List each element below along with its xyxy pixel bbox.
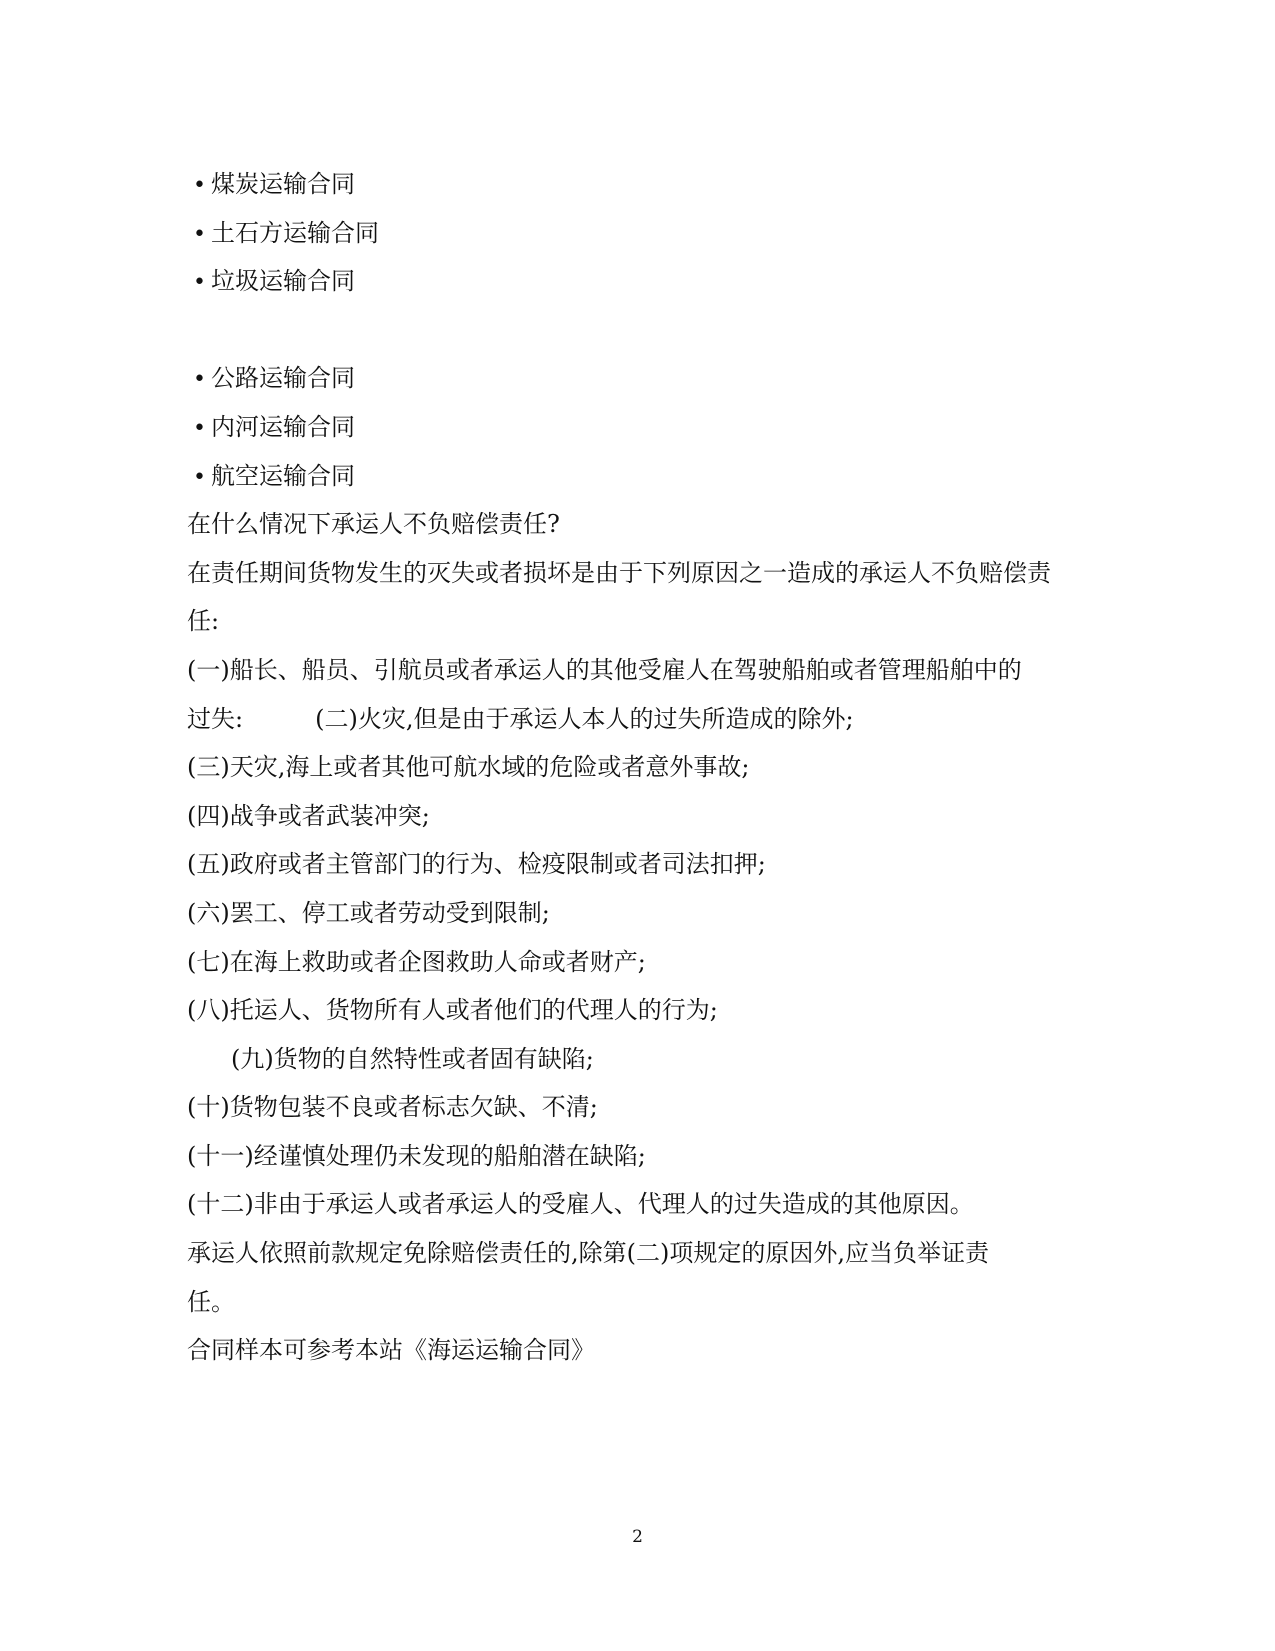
exemption-item-5: (五)政府或者主管部门的行为、检疫限制或者司法扣押;	[187, 850, 766, 879]
reference-note: 合同样本可参考本站《海运运输合同》	[187, 1336, 595, 1365]
exemption-item-7: (七)在海上救助或者企图救助人命或者财产;	[187, 947, 646, 976]
list-item: • 土石方运输合同	[187, 209, 1087, 258]
exemption-item-8: (八)托运人、货物所有人或者他们的代理人的行为;	[187, 996, 718, 1025]
exemption-item-6: (六)罢工、停工或者劳动受到限制;	[187, 898, 550, 927]
spacer	[187, 306, 1087, 355]
list-item: • 煤炭运输合同	[187, 160, 1087, 209]
bullet-icon: •	[193, 221, 206, 247]
burden-of-proof-line: 任。	[187, 1287, 235, 1316]
exemption-item-1: (一)船长、船员、引航员或者承运人的其他受雇人在驾驶船舶或者管理船舶中的	[187, 655, 1022, 684]
bullet-icon: •	[193, 415, 206, 441]
page-number: 2	[632, 1527, 643, 1547]
burden-of-proof-line: 承运人依照前款规定免除赔偿责任的,除第(二)项规定的原因外,应当负举证责	[187, 1239, 989, 1268]
bullet-icon: •	[193, 367, 206, 393]
exemption-item-11: (十一)经谨慎处理仍未发现的船舶潜在缺陷;	[187, 1141, 646, 1170]
list-item: • 内河运输合同	[187, 403, 1087, 452]
exemption-item-9: (九)货物的自然特性或者固有缺陷;	[231, 1044, 594, 1073]
question-heading: 在什么情况下承运人不负赔偿责任?	[187, 510, 560, 539]
bullet-icon: •	[193, 464, 206, 490]
exemption-item-4: (四)战争或者武装冲突;	[187, 801, 430, 830]
bullet-icon: •	[193, 270, 206, 296]
list-item: • 航空运输合同	[187, 452, 1087, 501]
document-body	[187, 160, 1087, 1375]
exemption-item-10: (十)货物包装不良或者标志欠缺、不清;	[187, 1093, 598, 1122]
exemption-item-1-continued: 过失: (二)火灾,但是由于承运人本人的过失所造成的除外;	[187, 704, 854, 733]
exemption-item-12: (十二)非由于承运人或者承运人的受雇人、代理人的过失造成的其他原因。	[187, 1190, 974, 1219]
exemption-item-3: (三)天灾,海上或者其他可航水域的危险或者意外事故;	[187, 753, 750, 782]
bullet-icon: •	[193, 173, 206, 198]
intro-paragraph-line: 在责任期间货物发生的灭失或者损坏是由于下列原因之一造成的承运人不负赔偿责	[187, 558, 1051, 587]
list-item: • 公路运输合同	[187, 354, 1087, 403]
list-item: • 垃圾运输合同	[187, 257, 1087, 306]
exemption-item-2: (二)火灾,但是由于承运人本人的过失所造成的除外;	[315, 704, 854, 733]
intro-paragraph-line: 任:	[187, 607, 220, 636]
